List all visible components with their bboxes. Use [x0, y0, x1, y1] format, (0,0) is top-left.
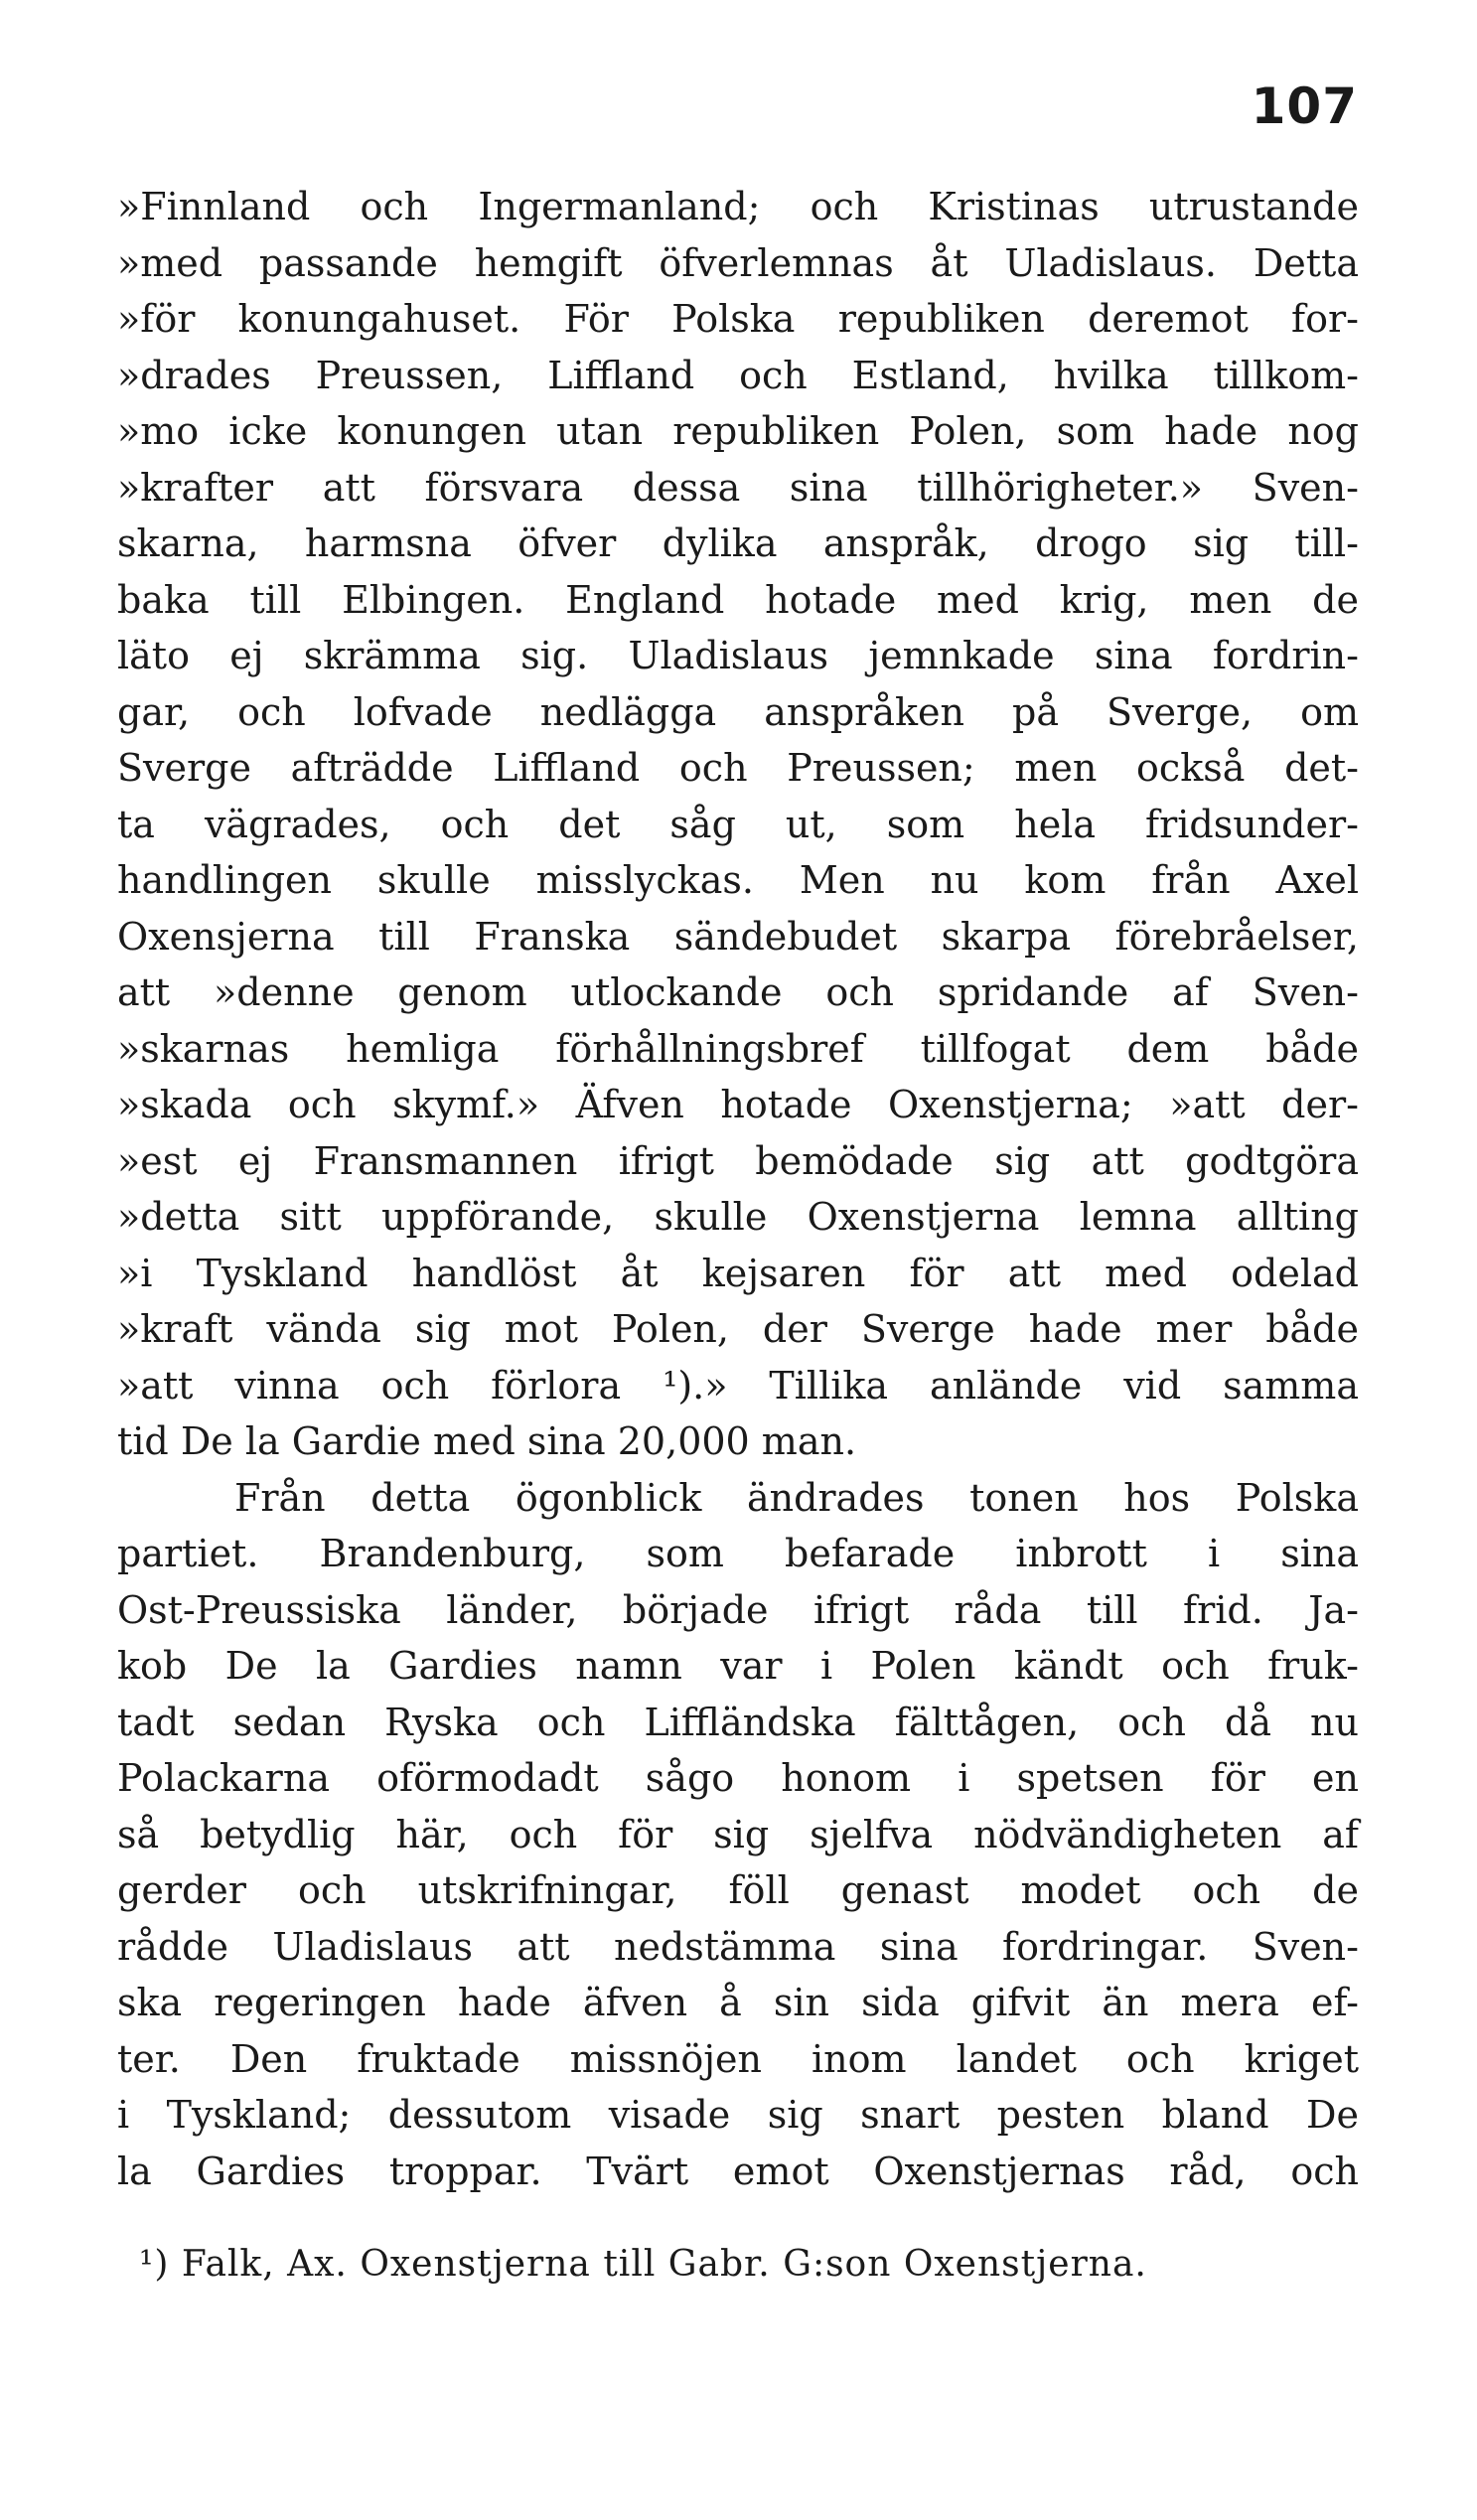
- footnote: ¹) Falk, Ax. Oxenstjerna till Gabr. G:son Oxenstjerna.: [139, 2244, 1147, 2285]
- text-line: partiet. Brandenburg, som befarade inbrott i sina: [117, 1532, 1359, 1575]
- text-line: »för konungahuset. För Polska republiken deremot for-: [117, 297, 1359, 341]
- text-line: så betydlig här, och för sig sjelfva nödvändigheten af: [117, 1812, 1359, 1856]
- text-line: »est ej Fransmannen ifrigt bemödade sig att godtgöra: [117, 1138, 1359, 1183]
- text-line: gerder och utskrifningar, föll genast modet och de: [117, 1868, 1359, 1912]
- text-line: »kraft vända sig mot Polen, der Sverge hade mer både: [117, 1307, 1359, 1351]
- text-line: läto ej skrämma sig. Uladislaus jemnkade sina fordrin-: [117, 634, 1359, 677]
- text-line: la Gardies troppar. Tvärt emot Oxenstjernas råd, och: [117, 2149, 1359, 2193]
- text-line: handlingen skulle misslyckas. Men nu kom från Axel: [117, 858, 1359, 902]
- text-line: Polackarna oförmodadt sågo honom i spetsen för en: [117, 1756, 1359, 1800]
- paragraph-end-line: tid De la Gardie med sina 20,000 man.: [117, 1419, 857, 1463]
- text-line: ter. Den fruktade missnöjen inom landet och kriget: [117, 2036, 1359, 2081]
- text-line: »krafter att försvara dessa sina tillhörigheter.» Sven-: [117, 465, 1359, 510]
- body-text: [117, 179, 1359, 2199]
- text-line: »drades Preussen, Liffland och Estland, hvilka tillkom-: [117, 353, 1359, 397]
- text-line: »detta sitt uppförande, skulle Oxenstjerna lemna allting: [117, 1195, 1359, 1239]
- text-line: »mo icke konungen utan republiken Polen, som hade nog: [117, 409, 1359, 453]
- text-line: Ost-Preussiska länder, började ifrigt råda till frid. Ja-: [117, 1587, 1359, 1632]
- text-line: att »denne genom utlockande och spridande af Sven-: [117, 970, 1359, 1014]
- text-line: Oxensjerna till Franska sändebudet skarpa förebråelser,: [117, 914, 1359, 959]
- paragraph-start-line: Från detta ögonblick ändrades tonen hos Polska: [234, 1475, 1359, 1520]
- text-line: »i Tyskland handlöst åt kejsaren för att med odelad: [117, 1251, 1359, 1295]
- text-line: i Tyskland; dessutom visade sig snart pesten bland De: [117, 2093, 1359, 2137]
- text-line: »skarnas hemliga förhållningsbref tillfogat dem både: [117, 1026, 1359, 1071]
- text-line: rådde Uladislaus att nedstämma sina fordringar. Sven-: [117, 1924, 1359, 1969]
- text-line: gar, och lofvade nedlägga anspråken på Sverge, om: [117, 689, 1359, 734]
- text-line: »att vinna och förlora ¹).» Tillika anlände vid samma: [117, 1363, 1359, 1408]
- text-line: baka till Elbingen. England hotade med krig, men de: [117, 577, 1359, 622]
- text-line: ska regeringen hade äfven å sin sida gifvit än mera ef-: [117, 1981, 1359, 2024]
- text-line: skarna, harmsna öfver dylika anspråk, drogo sig till-: [117, 521, 1359, 565]
- text-line: kob De la Gardies namn var i Polen kändt och fruk-: [117, 1644, 1359, 1688]
- page-number: 107: [1251, 77, 1358, 135]
- text-line: »skada och skymf.» Äfven hotade Oxenstjerna; »att der-: [117, 1083, 1359, 1126]
- text-line: »med passande hemgift öfverlemnas åt Uladislaus. Detta: [117, 240, 1359, 285]
- text-line: tadt sedan Ryska och Liffländska fälttågen, och då nu: [117, 1700, 1359, 1744]
- text-line: ta vägrades, och det såg ut, som hela fridsunder-: [117, 802, 1359, 846]
- text-line: Sverge afträdde Liffland och Preussen; men också det-: [117, 746, 1359, 790]
- text-line: »Finnland och Ingermanland; och Kristinas utrustande: [117, 185, 1359, 228]
